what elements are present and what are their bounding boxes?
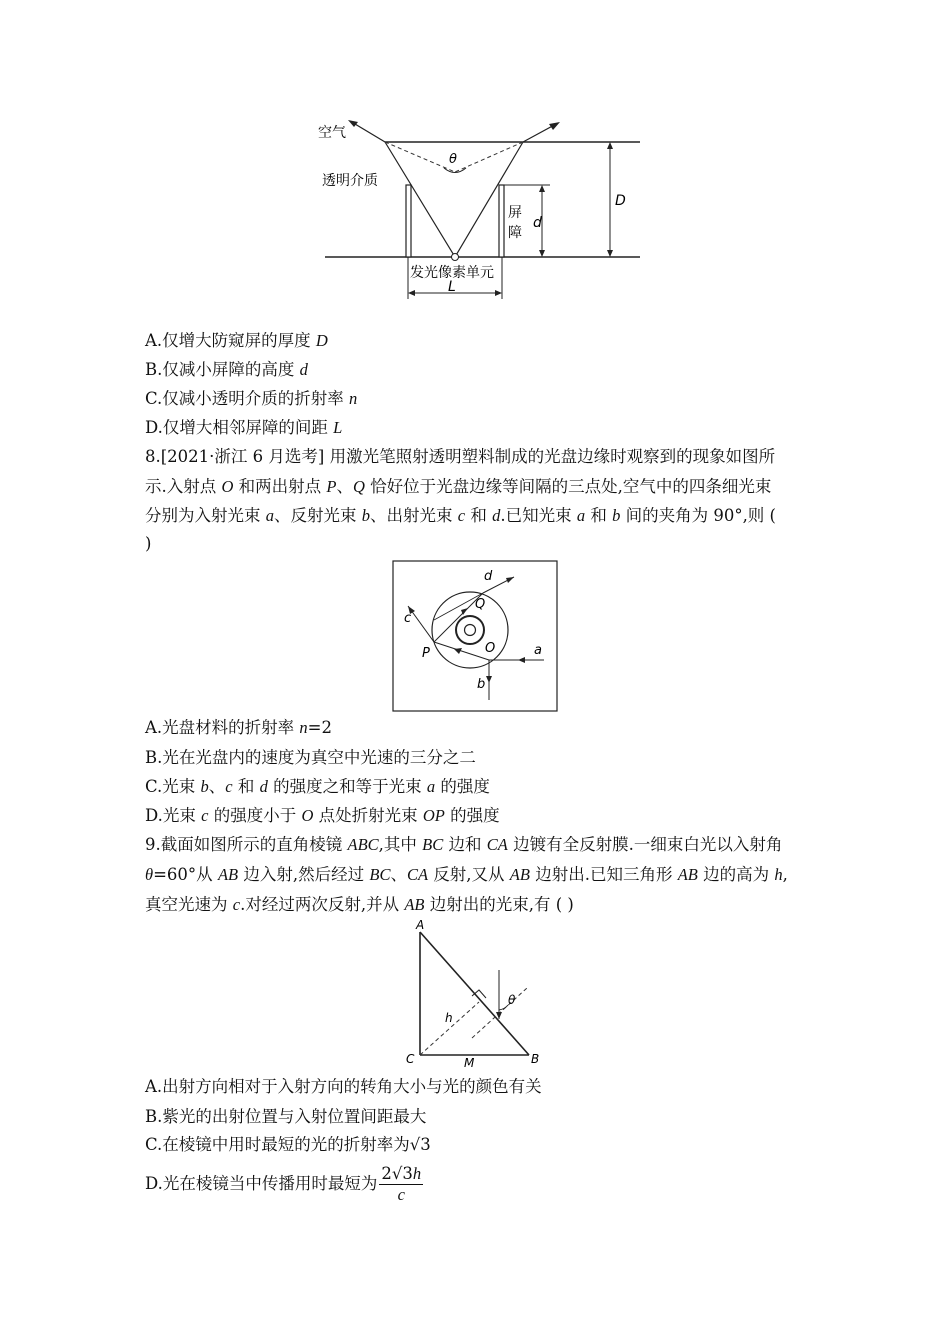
label-d: d xyxy=(484,569,493,584)
q8-option-c: C.光束 b、c 和 d 的强度之和等于光束 a 的强度 xyxy=(145,777,490,796)
barrier-right xyxy=(499,185,504,257)
label-a: a xyxy=(534,643,542,658)
prism-figure xyxy=(402,918,562,1068)
label-P: P xyxy=(422,646,430,661)
q9-option-d: D.光在棱镜当中传播用时最短为 $\frac{2√3h}{c}$ xyxy=(145,1164,422,1204)
q8-stem-line-1: 8.[2021·浙江 6 月选考] 用激光笔照射透明塑料制成的光盘边缘时观察到的现象如图所 xyxy=(145,447,776,466)
height-h xyxy=(420,1002,479,1055)
q9-option-c: C.在棱镜中用时最短的光的折射率为√3 xyxy=(145,1135,431,1154)
q8-option-b: B.光在光盘内的速度为真空中光速的三分之二 xyxy=(145,748,476,767)
pixel-dot xyxy=(452,254,459,261)
label-C: C xyxy=(406,1052,415,1066)
air-label: 空气 xyxy=(318,125,346,141)
dashed-right xyxy=(455,142,523,172)
barrier-label-1: 屏 xyxy=(508,205,522,221)
sqrt-3: √3 xyxy=(409,1135,431,1154)
theta-label: θ xyxy=(449,152,457,167)
L-label: L xyxy=(448,279,456,295)
medium-label: 透明介质 xyxy=(322,173,378,189)
label-Q: Q xyxy=(475,597,486,612)
dashed-left xyxy=(385,142,455,172)
q9-stem-line-2: θ=60°从 AB 边入射,然后经过 BC、CA 反射,又从 AB 边射出.已知三角形 AB 边的高为 h, xyxy=(145,865,788,884)
right-angle-mark xyxy=(472,990,486,998)
q8-stem-line-3: 分别为入射光束 a、反射光束 b、出射光束 c 和 d.已知光束 a 和 b 间的夹角为 90°,则 ( xyxy=(145,506,776,525)
refracted-OP xyxy=(434,642,489,660)
q8-option-d: D.光束 c 的强度小于 O 点处折射光束 OP 的强度 xyxy=(145,806,500,825)
barrier-left xyxy=(406,185,411,257)
arrow-right xyxy=(549,122,560,130)
q8-stem-line-2: 示.入射点 O 和两出射点 P、Q 恰好位于光盘边缘等间隔的三点处,空气中的四条细光束 xyxy=(145,477,772,496)
q9-option-a: A.出射方向相对于入射方向的转角大小与光的颜色有关 xyxy=(145,1077,542,1096)
label-O: O xyxy=(485,641,496,656)
q7-option-b: B.仅减小屏障的高度 d xyxy=(145,360,308,379)
disc-hub-inner xyxy=(465,625,476,636)
label-c: c xyxy=(404,611,412,626)
D-label: D xyxy=(615,193,626,209)
q9-option-b: B.紫光的出射位置与入射位置间距最大 xyxy=(145,1107,427,1126)
privacy-screen-figure xyxy=(310,115,650,305)
q7-option-c: C.仅减小透明介质的折射率 n xyxy=(145,389,358,408)
barrier-label-2: 障 xyxy=(508,225,522,241)
label-B: B xyxy=(531,1052,540,1066)
q7-option-a: A.仅增大防窥屏的厚度 D xyxy=(145,331,328,350)
label-theta: θ xyxy=(508,993,516,1007)
q8-option-a: A.光盘材料的折射率 n=2 xyxy=(145,718,332,737)
label-b: b xyxy=(477,677,486,692)
q8-stem-line-4: ) xyxy=(145,534,152,553)
pixel-label: 发光像素单元 xyxy=(410,265,494,281)
disc-hub-outer xyxy=(456,616,484,644)
q9-stem-line-3: 真空光速为 c.对经过两次反射,并从 AB 边射出的光束,有 ( ) xyxy=(145,895,574,914)
disc-edge xyxy=(432,592,508,668)
fraction: $\frac{2√3h}{c}$ xyxy=(381,1164,422,1204)
figure-frame xyxy=(393,561,557,711)
arrow-left xyxy=(348,120,358,127)
label-A: A xyxy=(416,918,425,932)
label-h: h xyxy=(445,1011,453,1025)
ray-left-inner xyxy=(385,142,455,257)
q9-stem-line-1: 9.截面如图所示的直角棱镜 ABC,其中 BC 边和 CA 边镀有全反射膜.一细束白光以入射角 xyxy=(145,835,783,854)
q7-option-d: D.仅增大相邻屏障的间距 L xyxy=(145,418,343,437)
d-label: d xyxy=(533,215,542,231)
label-M: M xyxy=(464,1056,475,1068)
optical-disc-figure xyxy=(392,560,558,713)
